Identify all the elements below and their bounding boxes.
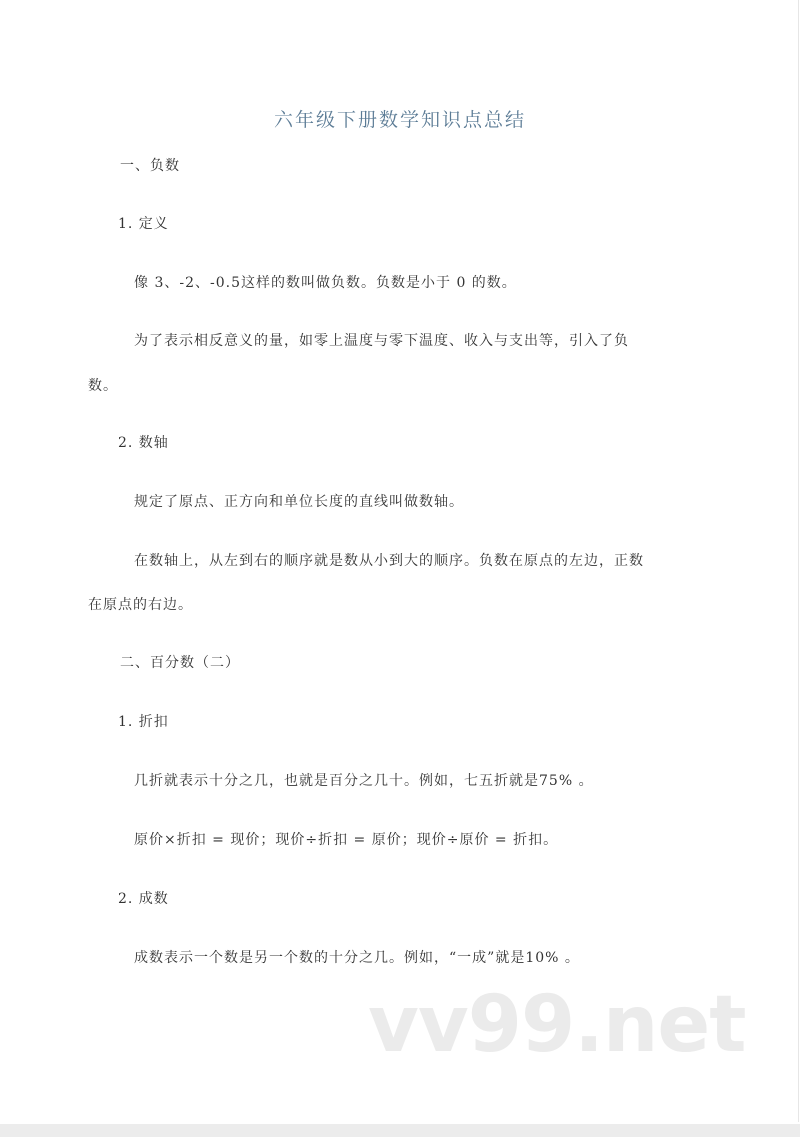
section-heading: 二、百分数（二） [120, 655, 240, 671]
paragraph: 规定了原点、正方向和单位长度的直线叫做数轴。 [134, 494, 464, 510]
watermark: vv99.net [368, 980, 746, 1070]
paragraph: 几折就表示十分之几，也就是百分之几十。例如，七五折就是75% 。 [134, 773, 594, 789]
subsection-heading: 2. 成数 [118, 891, 169, 907]
page-bottom-edge [0, 1124, 800, 1137]
subsection-heading: 1. 定义 [118, 216, 169, 232]
subsection-heading: 1. 折扣 [118, 714, 169, 730]
paragraph-continuation: 在原点的右边。 [88, 597, 193, 613]
paragraph: 原价×折扣 = 现价；现价÷折扣 = 原价；现价÷原价 = 折扣。 [134, 832, 559, 848]
subsection-heading: 2. 数轴 [118, 435, 169, 451]
paragraph: 像 3、-2、-0.5这样的数叫做负数。负数是小于 0 的数。 [134, 275, 517, 291]
paragraph: 成数表示一个数是另一个数的十分之几。例如，“一成”就是10% 。 [134, 950, 580, 966]
paragraph-continuation: 数。 [88, 378, 118, 394]
paragraph: 在数轴上，从左到右的顺序就是数从小到大的顺序。负数在原点的左边，正数 [134, 553, 644, 569]
document-title: 六年级下册数学知识点总结 [273, 109, 526, 131]
section-heading: 一、负数 [120, 158, 180, 174]
paragraph: 为了表示相反意义的量，如零上温度与零下温度、收入与支出等，引入了负 [134, 333, 629, 349]
